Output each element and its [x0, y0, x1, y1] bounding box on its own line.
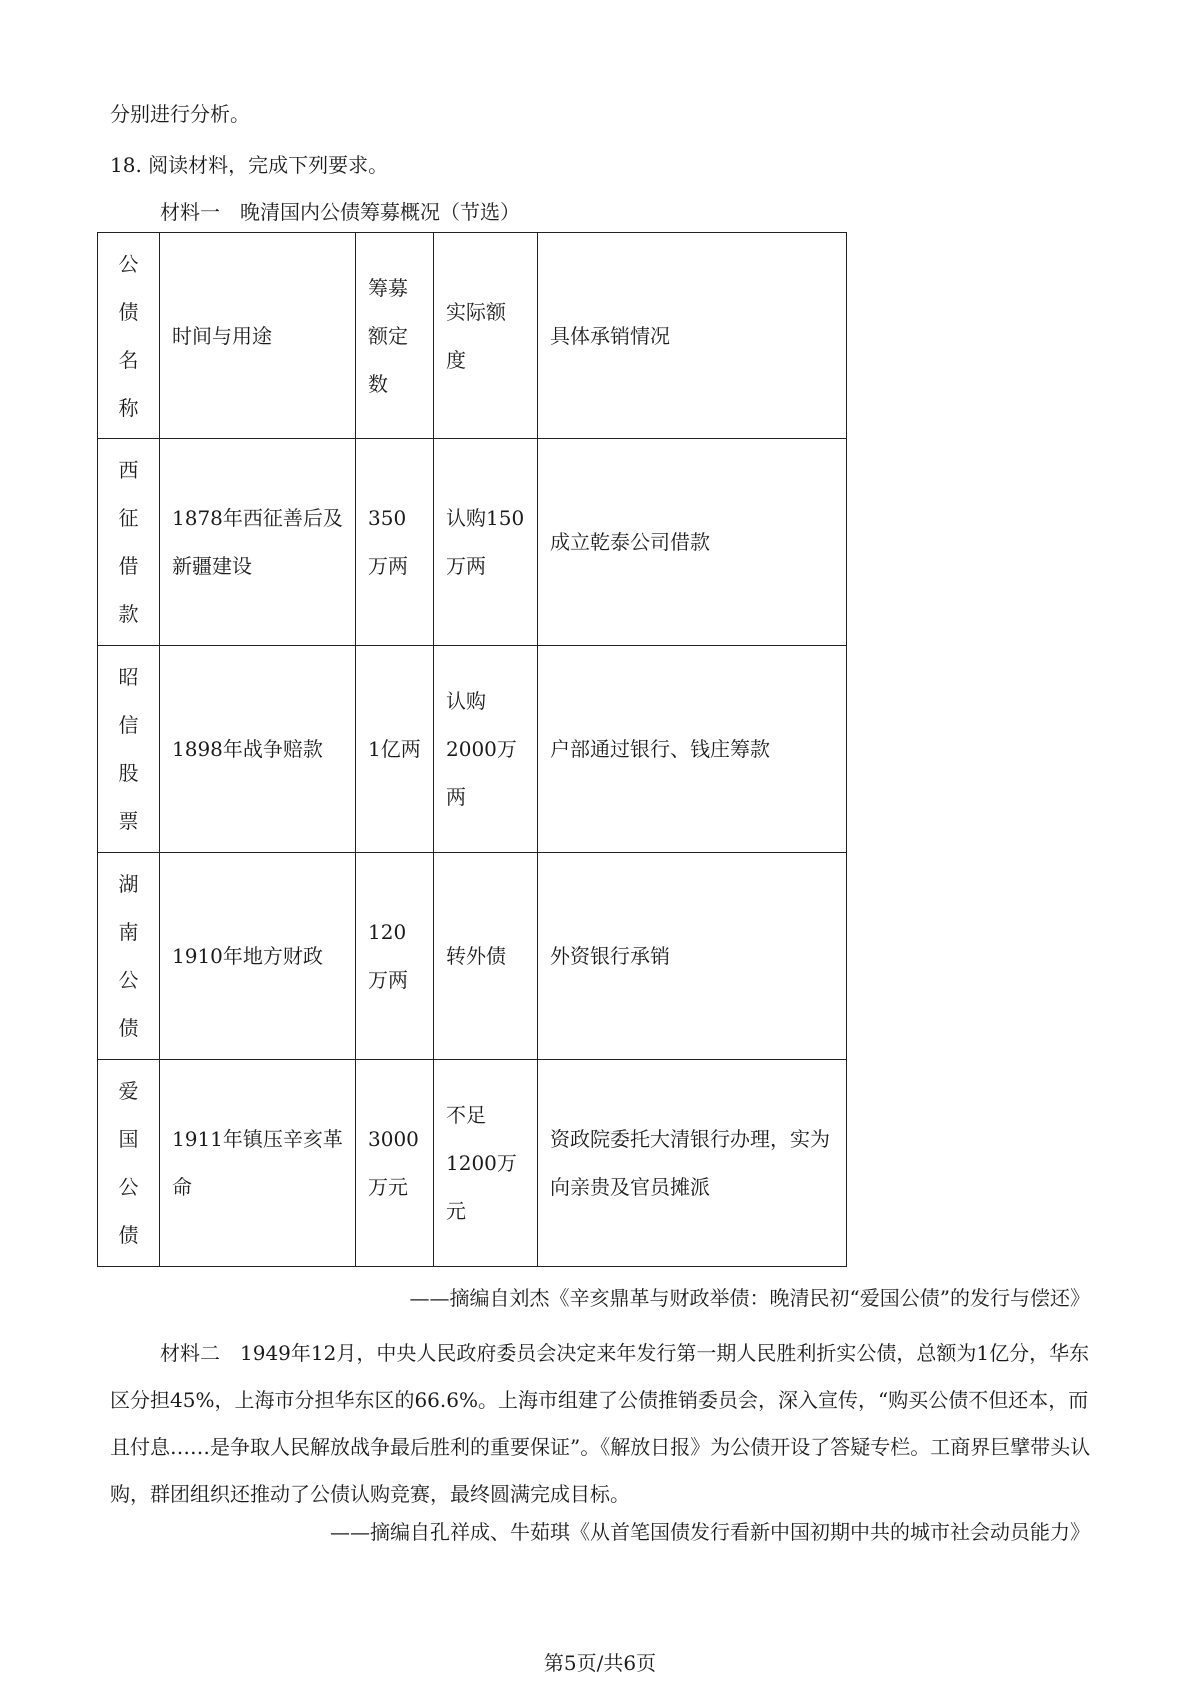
material2-paragraph [110, 1330, 1095, 1518]
header-cell: 筹募额定数 [356, 233, 434, 439]
table-cell: 1910年地方财政 [160, 853, 356, 1060]
table-cell: 1898年战争赔款 [160, 646, 356, 853]
table-row [98, 1060, 847, 1267]
header-cell: 具体承销情况 [538, 233, 847, 439]
table-cell: 爱国公债 [118, 1079, 139, 1247]
table-row [98, 853, 847, 1060]
material1-source: ——摘编自刘杰《辛亥鼎革与财政举债：晚清民初“爱国公债”的发行与偿还》 [409, 1286, 1090, 1310]
question-title: 18. 阅读材料，完成下列要求。 [110, 153, 389, 177]
table-cell: 350万两 [356, 439, 434, 646]
table-cell: 转外债 [434, 853, 538, 1060]
table-cell: 湖南公债 [118, 872, 139, 1040]
public-debt-table [97, 232, 847, 1267]
table-cell: 1878年西征善后及新疆建设 [160, 439, 356, 646]
material2-source: ——摘编自孔祥成、牛茹琪《从首笔国债发行看新中国初期中共的城市社会动员能力》 [330, 1520, 1090, 1544]
table-row [98, 646, 847, 853]
table-cell: 3000万元 [356, 1060, 434, 1267]
table-cell: 不足1200万元 [434, 1060, 538, 1267]
table-cell: 120万两 [356, 853, 434, 1060]
page-footer: 第5页/共6页 [543, 1651, 657, 1675]
table-cell: 户部通过银行、钱庄筹款 [538, 646, 847, 853]
table-cell: 西征借款 [118, 458, 139, 626]
header-cell: 时间与用途 [160, 233, 356, 439]
table-cell: 资政院委托大清银行办理，实为向亲贵及官员摊派 [538, 1060, 847, 1267]
intro-line: 分别进行分析。 [110, 102, 250, 126]
table-cell: 认购150万两 [434, 439, 538, 646]
table-cell: 昭信股票 [118, 665, 139, 833]
material2-text: 材料二 1949年12月，中央人民政府委员会决定来年发行第一期人民胜利折实公债，总额为1亿分，华东区分担45%，上海市分担华东区的66.6%。上海市组建了公债推销委员会，深入宣传，“购买公债不但还本，而且付息……是争取人民解放战争最后胜利的重要保证”。《解放日报》为公债开设了答疑专栏。工商界巨擘带头认购，群团组织还推动了公债认购竞赛，最终圆满完成目标。 [110, 1341, 1091, 1506]
table-cell: 外资银行承销 [538, 853, 847, 1060]
table-row [98, 439, 847, 646]
header-cell: 公债名称 [118, 251, 139, 420]
table-cell: 1亿两 [356, 646, 434, 853]
table-cell: 认购2000万两 [434, 646, 538, 853]
table-cell: 1911年镇压辛亥革命 [160, 1060, 356, 1267]
header-cell: 实际额度 [434, 233, 538, 439]
table-header-row [98, 233, 847, 439]
material1-caption: 材料一 晚清国内公债筹募概况（节选） [160, 200, 520, 224]
table-cell: 成立乾泰公司借款 [538, 439, 847, 646]
